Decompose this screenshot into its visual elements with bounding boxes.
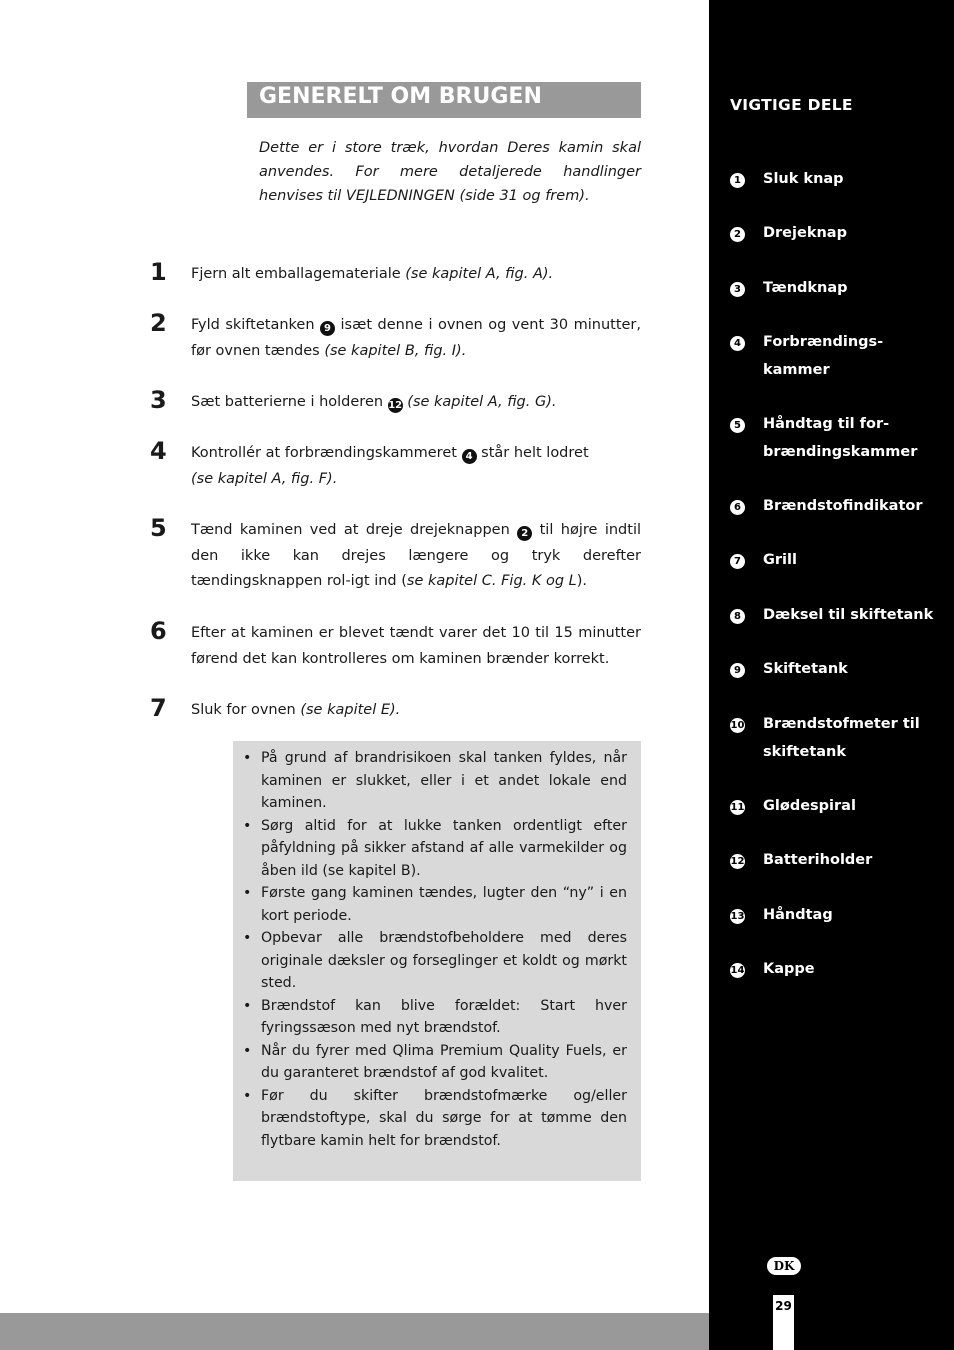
- safety-notes-box: [233, 741, 641, 1181]
- part-item: [730, 334, 950, 384]
- bullet-icon: •: [243, 885, 252, 901]
- part-label: Sluk knap: [763, 171, 844, 187]
- part-label: Forbrændings- kammer: [763, 334, 884, 378]
- part-number-icon: 14: [730, 965, 745, 976]
- part-label: Kappe: [763, 961, 815, 977]
- part-ref-icon: 9: [320, 321, 335, 336]
- part-item: [730, 171, 950, 194]
- part-label: Batteriholder: [763, 852, 873, 868]
- step-text: Sæt batterierne i holderen 12 (se kapitel A, fig. G).: [191, 394, 557, 411]
- step-number: 7: [150, 694, 167, 722]
- part-item: [730, 280, 950, 303]
- step-text: Efter at kaminen er blevet tændt varer det 10 til 15 minutter førend det kan kontrolleres om kaminen brænder korrekt.: [191, 625, 641, 667]
- step-3: [150, 386, 641, 416]
- note-item: • Før du skifter brændstofmærke og/eller brændstoftype, skal du sørge for at tømme den flytbare kamin helt for brændstof.: [243, 1085, 627, 1153]
- bullet-icon: •: [243, 1042, 252, 1059]
- bullet-icon: •: [243, 750, 252, 766]
- note-item: • Sørg altid for at lukke tanken ordentligt efter påfyldning på sikker afstand af alle varmekilder og åben ild (se kapitel B).: [243, 815, 627, 883]
- part-ref-icon: 12: [388, 400, 403, 411]
- part-label: Grill: [763, 552, 797, 568]
- part-number-icon: 7: [730, 554, 745, 569]
- part-item: [730, 552, 950, 575]
- step-4: [150, 437, 641, 492]
- part-label: Tændknap: [763, 280, 848, 296]
- page-number: 29: [773, 1295, 794, 1350]
- part-number-icon: 2: [730, 227, 745, 242]
- step-number: 1: [150, 258, 167, 286]
- note-item: • På grund af brandrisikoen skal tanken fyldes, når kaminen er slukket, eller i et andet lokale end kaminen.: [243, 747, 627, 815]
- step-number: 4: [150, 437, 167, 465]
- part-number-icon: 5: [730, 418, 745, 433]
- part-number-icon: 4: [730, 336, 745, 351]
- note-item: • Første gang kaminen tændes, lugter den “ny” i en kort periode.: [243, 882, 627, 927]
- step-6: [150, 617, 641, 672]
- part-number-icon: 6: [730, 500, 745, 515]
- part-item: [730, 716, 950, 766]
- note-item: • Brændstof kan blive forældet: Start hver fyringssæson med nyt brændstof.: [243, 995, 627, 1040]
- page-title: GENERELT OM BRUGEN: [247, 82, 641, 118]
- note-item: • Når du fyrer med Qlima Premium Quality Fuels, er du garanteret brændstof af god kvalitet.: [243, 1040, 627, 1085]
- part-number-icon: 11: [730, 802, 745, 813]
- part-label: Glødespiral: [763, 798, 856, 814]
- part-label: Dæksel til skiftetank: [763, 607, 934, 623]
- part-item: [730, 961, 950, 984]
- bullet-icon: •: [243, 1087, 252, 1104]
- bullet-icon: •: [243, 817, 252, 834]
- part-label: Skiftetank: [763, 661, 848, 677]
- step-text: Sluk for ovnen (se kapitel E).: [191, 702, 401, 718]
- part-label: Brændstofmeter til skiftetank: [763, 716, 920, 760]
- step-number: 6: [150, 617, 167, 645]
- part-ref-icon: 2: [517, 526, 532, 541]
- part-ref-icon: 4: [462, 449, 477, 464]
- step-text: Fyld skiftetanken 9 isæt denne i ovnen og vent 30 minutter, før ovnen tændes (se kapitel B, fig. I).: [191, 317, 642, 359]
- part-label: Drejeknap: [763, 225, 847, 241]
- part-number-icon: 12: [730, 856, 745, 867]
- part-label: Håndtag: [763, 907, 833, 923]
- parts-sidebar: [709, 0, 954, 1350]
- step-5: [150, 514, 641, 595]
- bullet-icon: •: [243, 930, 252, 946]
- step-2: [150, 309, 642, 364]
- footer-bar: [0, 1313, 709, 1350]
- part-number-icon: 9: [730, 663, 745, 678]
- bullet-icon: •: [243, 997, 252, 1014]
- part-label: Håndtag til for- brændingskammer: [763, 416, 918, 460]
- part-number-icon: 1: [730, 173, 745, 188]
- part-item: [730, 907, 950, 930]
- part-item: [730, 661, 950, 684]
- part-item: [730, 416, 950, 466]
- step-text: Fjern alt emballagemateriale (se kapitel A, fig. A).: [191, 266, 554, 282]
- step-number: 5: [150, 514, 167, 542]
- step-7: [150, 694, 641, 724]
- part-number-icon: 8: [730, 609, 745, 624]
- step-text: Kontrollér at forbrændingskammeret 4 står helt lodret (se kapitel A, fig. F).: [191, 445, 589, 487]
- step-1: [150, 258, 641, 288]
- part-item: [730, 225, 950, 248]
- step-number: 2: [150, 309, 167, 337]
- part-number-icon: 13: [730, 911, 745, 922]
- part-number-icon: 10: [730, 720, 745, 731]
- intro-text: Dette er i store træk, hvordan Deres kamin skal anvendes. For mere detaljerede handlinger henvises til VEJLEDNINGEN (side 31 og frem).: [259, 140, 641, 204]
- part-item: [730, 498, 950, 521]
- sidebar-title: VIGTIGE DELE: [730, 96, 853, 114]
- note-item: • Opbevar alle brændstofbeholdere med deres originale dæksler og forseglinger et koldt og mørkt sted.: [243, 927, 627, 995]
- part-number-icon: 3: [730, 282, 745, 297]
- part-item: [730, 607, 950, 630]
- part-item: [730, 798, 950, 821]
- part-label: Brændstofindikator: [763, 498, 923, 514]
- part-item: [730, 852, 950, 875]
- step-number: 3: [150, 386, 167, 414]
- language-badge: DK: [767, 1257, 801, 1275]
- step-text: Tænd kaminen ved at dreje drejeknappen 2 til højre indtil den ikke kan drejes længere og tryk derefter tændingsknappen rol-igt ind (se kapitel C. Fig. K og L).: [191, 522, 641, 589]
